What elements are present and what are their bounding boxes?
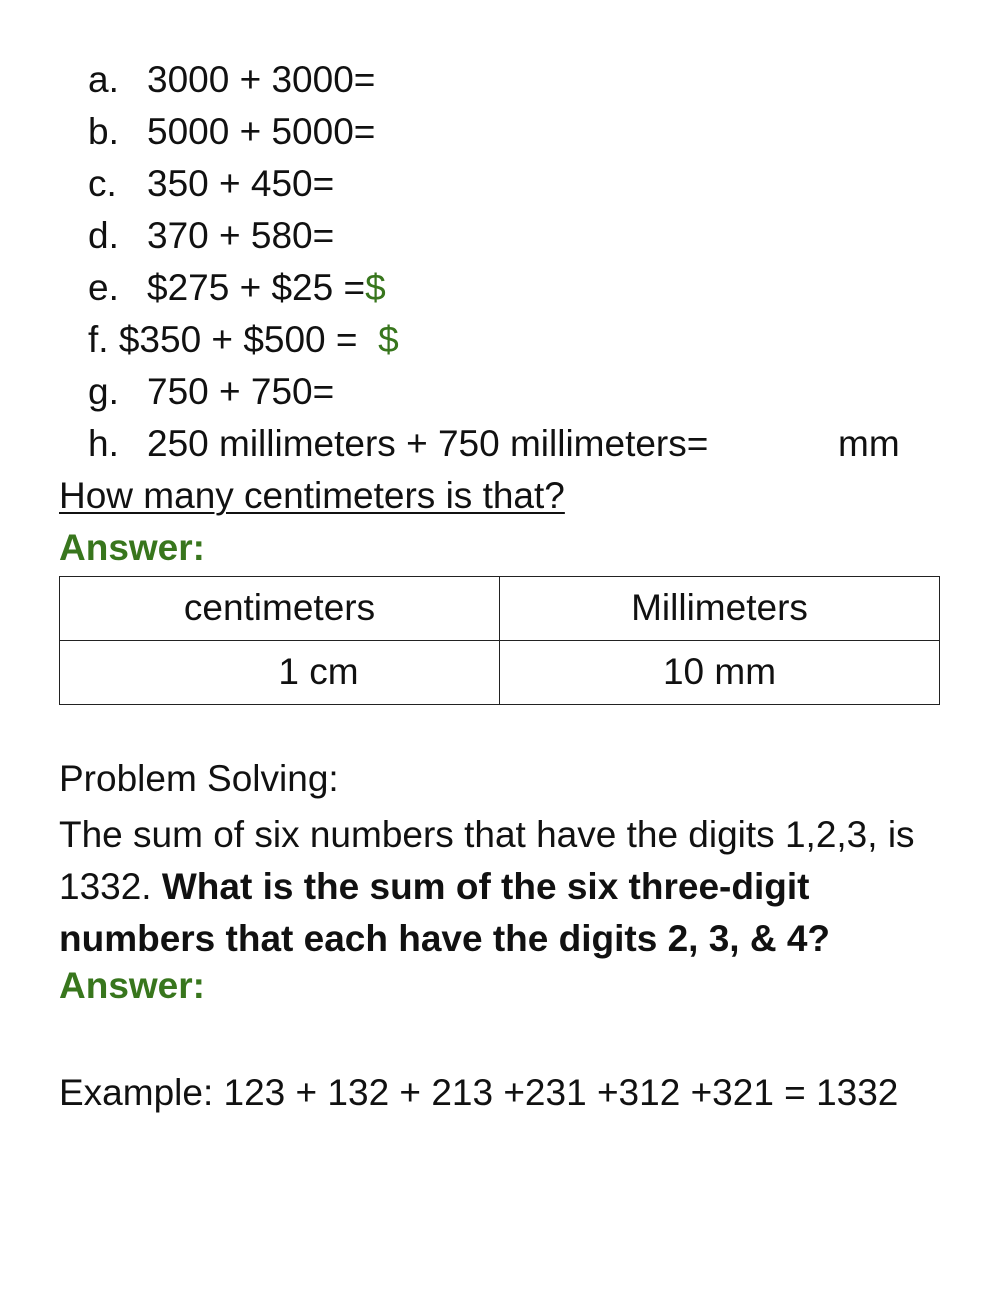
problem-letter: b. (88, 111, 119, 152)
problem-solving-text (59, 809, 939, 965)
dollar-answer-prefix: $ (365, 267, 386, 308)
problem-expression: 750 + 750= (147, 371, 335, 412)
problem-a (88, 58, 968, 110)
problem-list (88, 58, 968, 474)
problem-letter: h. (88, 423, 119, 464)
problem-solving-statement: The sum of six numbers that have the digits 1,2,3, is 1332. (59, 814, 915, 907)
table-cell: 10 mm (500, 641, 940, 705)
problem-f (88, 318, 968, 370)
problem-c (88, 162, 968, 214)
problem-expression-text: f. $350 + $500 = (88, 319, 379, 360)
table-header-row (60, 577, 940, 641)
answer-label: Answer: (59, 527, 205, 568)
table-row (60, 641, 940, 705)
problem-h (88, 422, 968, 474)
problem-expression (88, 318, 399, 362)
conversion-question: How many centimeters is that? (59, 475, 565, 516)
problem-solving-question: What is the sum of the six three-digit numbers that each have the digits 2, 3, & 4? (59, 866, 831, 959)
table-header-cell: centimeters (60, 577, 500, 641)
problem-expression (147, 266, 386, 310)
unit-label: mm (838, 423, 900, 464)
problem-expression: 250 millimeters + 750 millimeters= (147, 423, 709, 464)
problem-letter: e. (88, 267, 119, 308)
problem-g (88, 370, 968, 422)
answer-label: Answer: (59, 965, 205, 1006)
problem-d (88, 214, 968, 266)
problem-expression: 5000 + 5000= (147, 111, 376, 152)
problem-letter: d. (88, 215, 119, 256)
problem-expression: 370 + 580= (147, 215, 335, 256)
problem-b (88, 110, 968, 162)
example-text: Example: 123 + 132 + 213 +231 +312 +321 = 1332 (59, 1072, 899, 1113)
problem-solving-title: Problem Solving: (59, 758, 339, 799)
problem-letter: g. (88, 371, 119, 412)
problem-letter: a. (88, 59, 119, 100)
problem-letter: c. (88, 163, 117, 204)
problem-e (88, 266, 968, 318)
problem-expression: 3000 + 3000= (147, 59, 376, 100)
table-header-cell: Millimeters (500, 577, 940, 641)
dollar-answer-prefix: $ (378, 319, 399, 360)
problem-expression-text: $275 + $25 = (147, 267, 366, 308)
conversion-table (59, 576, 940, 705)
problem-expression: 350 + 450= (147, 163, 335, 204)
table-cell: 1 cm (60, 641, 500, 705)
